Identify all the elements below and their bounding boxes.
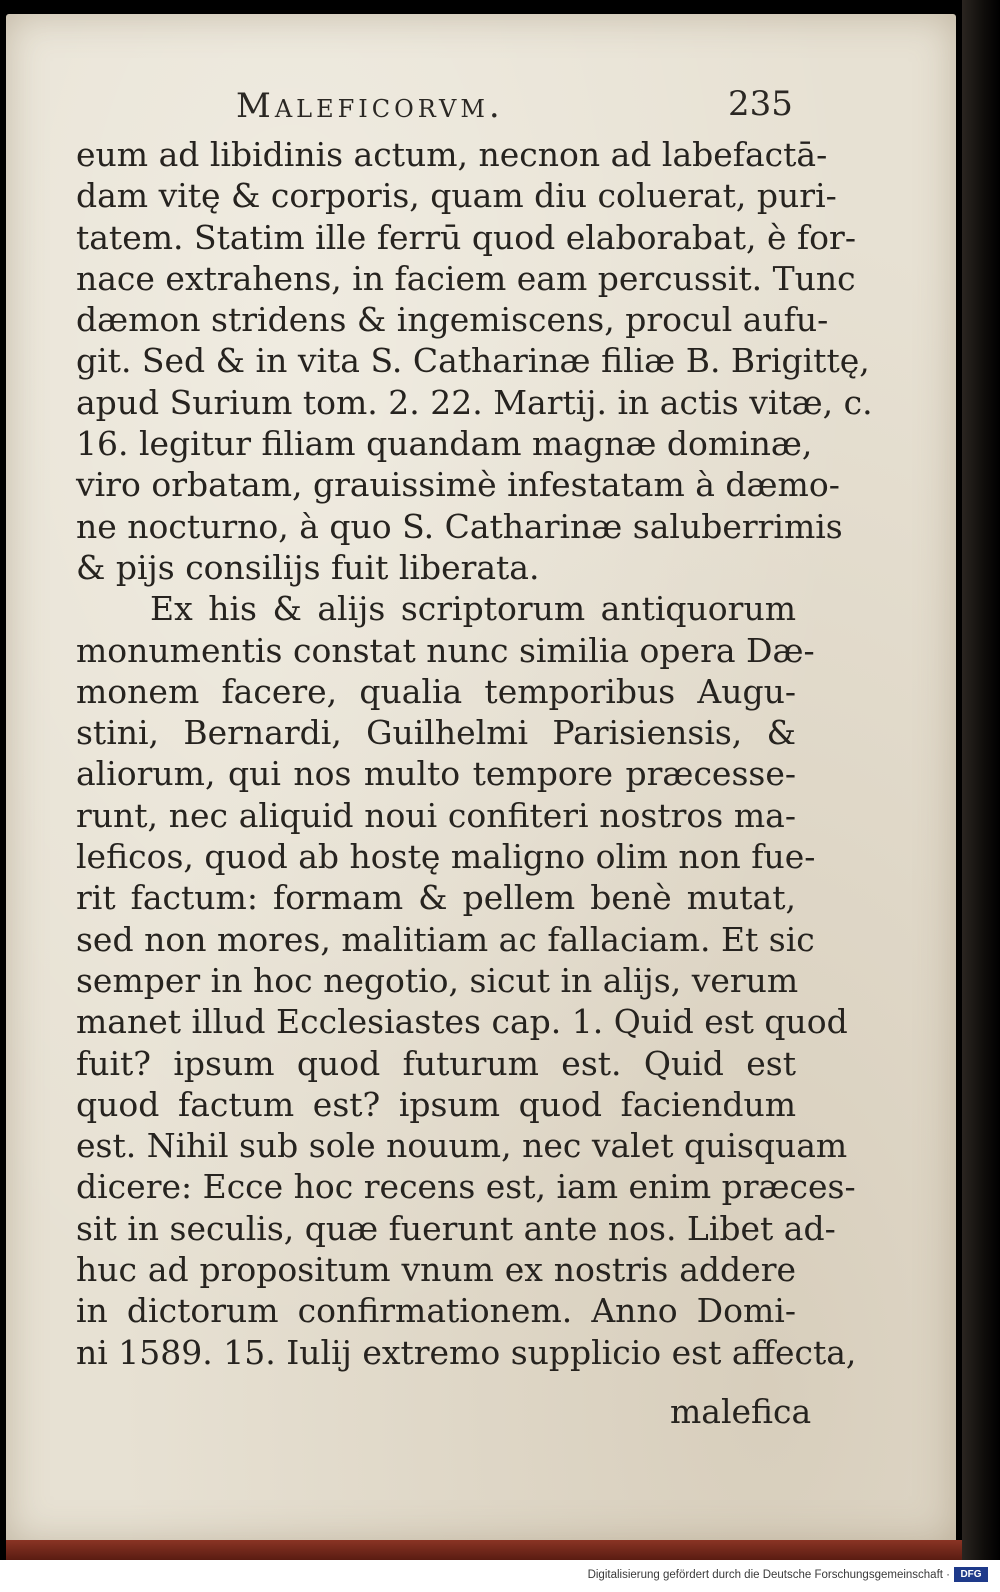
- text-line: in dictorum confirmationem. Anno Domi-: [76, 1291, 796, 1331]
- text-line: rit factum: formam & pellem benè mutat,: [76, 878, 796, 918]
- text-line: semper in hoc negotio, sicut in alijs, verum: [76, 960, 799, 1000]
- text-line: dam vitę & corporis, quam diu coluerat, puri-: [76, 176, 837, 216]
- text-line: & pijs consilijs fuit liberata.: [76, 547, 540, 587]
- text-line: viro orbatam, grauissimè infestatam à dæmo-: [76, 465, 840, 505]
- text-line: ni 1589. 15. Iulij extremo supplicio est affecta,: [76, 1332, 857, 1372]
- body-text: [76, 134, 873, 1373]
- text-line: aliorum, qui nos multo tempore præcesse-: [76, 754, 796, 794]
- running-head: Maleficorvm.: [236, 86, 504, 126]
- text-line: runt, nec aliquid noui confiteri nostros ma-: [76, 795, 796, 835]
- text-line: dicere: Ecce hoc recens est, iam enim præces-: [76, 1167, 856, 1207]
- text-line: est. Nihil sub sole nouum, nec valet quisquam: [76, 1126, 848, 1166]
- text-line: dæmon stridens & ingemiscens, procul aufu-: [76, 300, 829, 340]
- text-line: monem facere, qualia temporibus Augu-: [76, 671, 796, 711]
- text-line: stini, Bernardi, Guilhelmi Parisiensis, &: [76, 713, 796, 753]
- dfg-logo: DFG: [954, 1567, 988, 1582]
- page-edge-bottom: [6, 1540, 962, 1560]
- text-line: fuit? ipsum quod futurum est. Quid est: [76, 1043, 796, 1083]
- text-line: huc ad propositum vnum ex nostris addere: [76, 1250, 796, 1290]
- book-edge: [962, 0, 1000, 1560]
- text-line: Ex his & alijs scriptorum antiquorum: [150, 589, 796, 629]
- text-line: sed non mores, malitiam ac fallaciam. Et sic: [76, 919, 815, 959]
- digitization-credit: Digitalisierung gefördert durch die Deutsche Forschungsgemeinschaft ·: [587, 1569, 950, 1581]
- text-line: git. Sed & in vita S. Catharinæ filiæ B. Brigittę,: [76, 341, 870, 381]
- footer-bar: [0, 1560, 1000, 1592]
- text-line: manet illud Ecclesiastes cap. 1. Quid est quod: [76, 1002, 848, 1042]
- text-line: monumentis constat nunc similia opera Dæ-: [76, 630, 815, 670]
- text-line: sit in seculis, quæ fuerunt ante nos. Libet ad-: [76, 1208, 836, 1248]
- text-line: tatem. Statim ille ferrū quod elaborabat, è for-: [76, 217, 856, 257]
- text-line: leficos, quod ab hostę maligno olim non fue-: [76, 837, 816, 877]
- text-line: 16. legitur filiam quandam magnæ dominæ,: [76, 424, 813, 464]
- text-line: apud Surium tom. 2. 22. Martij. in actis vitæ, c.: [76, 382, 873, 422]
- page-number: 235: [728, 84, 793, 124]
- catchword: malefica: [670, 1392, 812, 1431]
- book-page: [6, 14, 956, 1544]
- text-line: eum ad libidinis actum, necnon ad labefactā-: [76, 135, 828, 174]
- text-line: quod factum est? ipsum quod faciendum: [76, 1084, 796, 1124]
- text-line: nace extrahens, in faciem eam percussit. Tunc: [76, 258, 856, 298]
- text-line: ne nocturno, à quo S. Catharinæ saluberrimis: [76, 506, 843, 546]
